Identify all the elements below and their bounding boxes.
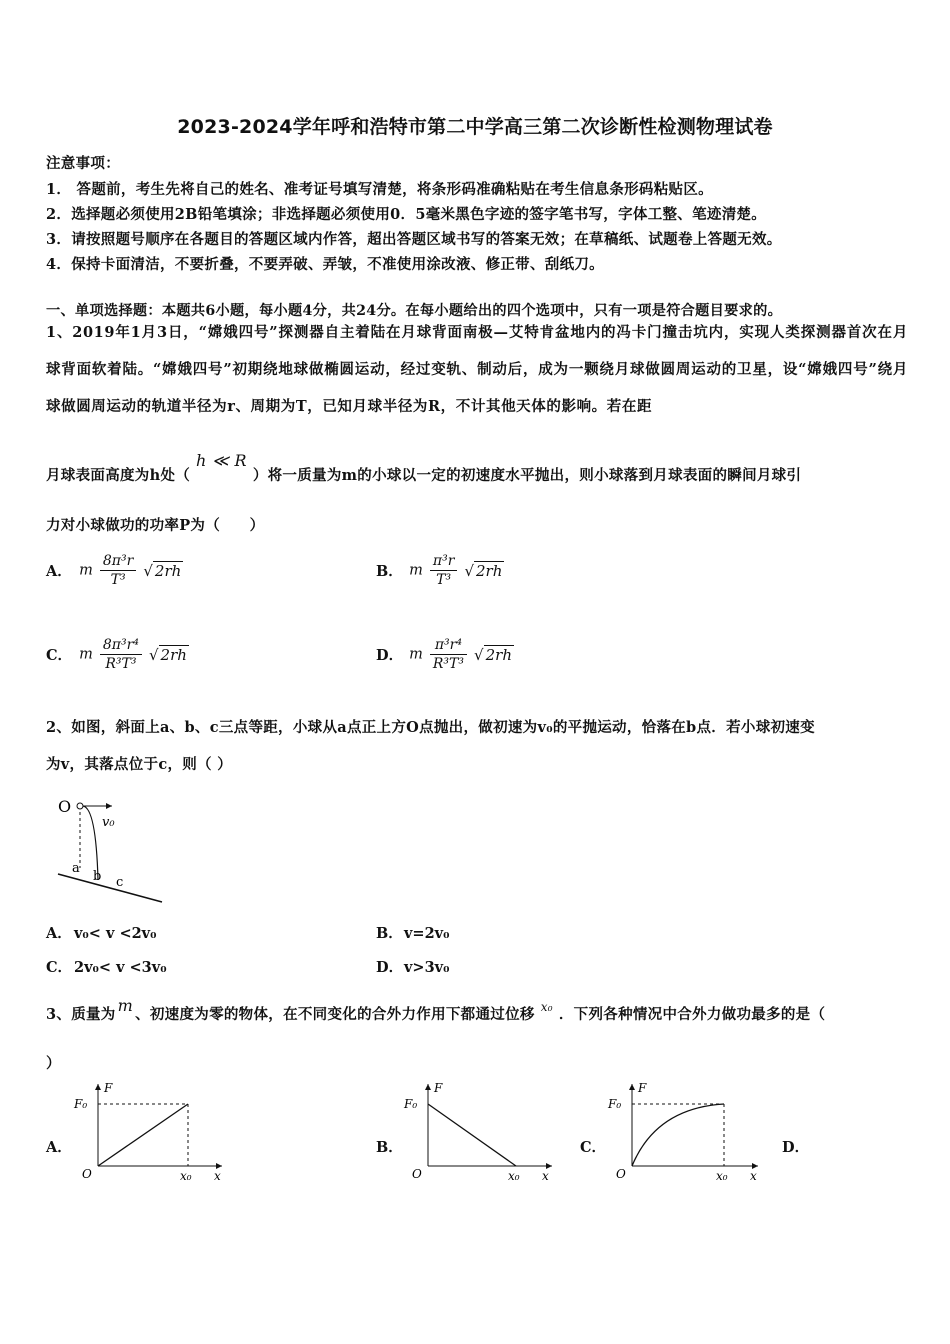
y-axis-arrow — [95, 1084, 101, 1090]
axis-f-label: F — [104, 1081, 113, 1095]
q3-option-a[interactable] — [46, 1136, 72, 1157]
x0-label: x₀ — [180, 1169, 192, 1183]
notice-item-1: 1． 答题前，考生先将自己的姓名、准考证号填写清楚，将条形码准确粘贴在考生信息条形码粘贴区。 — [46, 181, 713, 198]
axis-x-label: x — [214, 1169, 221, 1183]
q1-option-d-root: 2rh — [485, 645, 512, 664]
axis-f-label: F — [638, 1081, 647, 1095]
q1-option-b-fraction — [430, 552, 458, 589]
q2-option-d[interactable] — [376, 956, 449, 977]
q1-option-d-fraction — [430, 636, 467, 673]
x0-label: x₀ — [716, 1169, 728, 1183]
q1-option-c-m: m — [79, 646, 93, 663]
q1-line2-part1: 月球表面高度为h处（ — [46, 467, 191, 484]
q3-mass-symbol: m — [117, 996, 134, 1015]
q3-option-b[interactable] — [376, 1136, 403, 1157]
q3-graph-b — [402, 1078, 562, 1186]
q1-option-c-sqrt: √ 2rh — [148, 645, 187, 664]
origin-label: O — [82, 1167, 92, 1181]
origin-label: O — [412, 1167, 422, 1181]
q2-option-b[interactable] — [376, 922, 449, 943]
q2-option-c-label: C． — [46, 959, 73, 976]
question-1-line3: 力对小球做功的功率P为（ ） — [46, 517, 265, 534]
y-axis-arrow — [629, 1084, 635, 1090]
notice-item-2: 2．选择题必须使用2B铅笔填涂；非选择题必须使用0．5毫米黑色字迹的签字笔书写，字体工整、笔迹清楚。 — [46, 206, 767, 223]
q2-option-d-label: D． — [376, 959, 404, 976]
q1-option-c-fraction — [100, 636, 142, 673]
axis-f-label: F — [434, 1081, 443, 1095]
q2-option-a[interactable] — [46, 922, 156, 943]
notice-item-3: 3．请按照题号顺序在各题目的答题区域内作答，超出答题区域书写的答案无效；在草稿纸、试题卷上答题无效。 — [46, 231, 782, 248]
question-2-line1: 2、如图，斜面上a、b、c三点等距，小球从a点正上方O点抛出，做初速为v₀的平抛运动，恰落在b点．若小球初速变 — [46, 719, 815, 736]
q2-option-c[interactable] — [46, 956, 167, 977]
q1-option-d-sqrt: √ 2rh — [474, 645, 512, 664]
q3-option-c-label: C． — [580, 1139, 607, 1156]
q1-option-a-label: A． — [46, 563, 72, 580]
q2-option-b-text: v=2v₀ — [404, 925, 450, 942]
q1-option-b-m: m — [409, 562, 423, 579]
q3-option-c[interactable] — [580, 1136, 606, 1157]
f0-label: F₀ — [404, 1097, 418, 1111]
q1-option-a-den: T³ — [110, 572, 126, 588]
q1-option-b[interactable] — [376, 552, 504, 589]
axis-x-label: x — [750, 1169, 757, 1183]
axis-x-label: x — [542, 1169, 549, 1183]
q1-option-a-m: m — [79, 562, 93, 579]
velocity-arrowhead — [106, 803, 112, 809]
question-1-line2 — [46, 451, 802, 485]
x0-label: x₀ — [508, 1169, 520, 1183]
question-2-line2: 为v，其落点位于c，则（ ） — [46, 756, 233, 773]
incline-line — [58, 874, 162, 902]
q1-option-d-label: D． — [376, 647, 404, 664]
q1-option-b-num: π³r — [430, 552, 458, 571]
section-heading: 一、单项选择题：本题共6小题，每小题4分，共24分。在每小题给出的四个选项中，只有一项是符合题目要求的。 — [46, 303, 783, 319]
q1-option-b-den: T³ — [436, 572, 452, 588]
origin-label: O — [616, 1167, 626, 1181]
q1-condition: h ≪ R — [196, 451, 247, 470]
q1-option-d-den: R³T³ — [432, 656, 464, 672]
q2-option-a-text: v₀< v <2v₀ — [74, 925, 157, 942]
q2-option-a-label: A． — [46, 925, 72, 942]
q1-option-d-m: m — [409, 646, 423, 663]
q3-option-b-label: B． — [376, 1139, 403, 1156]
f0-label: F₀ — [608, 1097, 622, 1111]
q1-option-a-fraction — [100, 552, 136, 589]
force-curve-concave — [632, 1104, 724, 1166]
launch-point-o — [77, 803, 83, 809]
question-3-line1 — [46, 996, 826, 1024]
q1-option-c-label: C． — [46, 647, 73, 664]
label-a: a — [72, 861, 80, 876]
q3-part2: 、初速度为零的物体，在不同变化的合外力作用下都通过位移 — [135, 1006, 535, 1023]
q3-option-a-label: A． — [46, 1139, 72, 1156]
label-o: O — [58, 797, 72, 816]
q1-option-a-root: 2rh — [154, 561, 182, 580]
q1-option-c-root: 2rh — [160, 645, 187, 664]
y-axis-arrow — [425, 1084, 431, 1090]
q3-part1: 3、质量为 — [46, 1006, 116, 1023]
q3-part3: ．下列各种情况中合外力做功最多的是（ — [558, 1006, 826, 1023]
label-c: c — [116, 875, 124, 890]
q1-option-b-root: 2rh — [476, 561, 503, 580]
q1-option-a-sqrt: √ 2rh — [143, 561, 182, 580]
label-b: b — [93, 869, 102, 884]
q1-option-d-num: π³r⁴ — [430, 636, 467, 655]
q1-option-c-den: R³T³ — [105, 656, 137, 672]
q3-graph-a — [72, 1078, 232, 1186]
question-1-text: 1、2019年1月3日，“嫦娥四号”探测器自主着陆在月球背面南极—艾特肯盆地内的冯卡门撞击坑内，实现人类探测器首次在月球背面软着陆。“嫦娥四号”初期绕地球做椭圆运动，经过变轨、制动后，成为一颗绕月球做圆周运动的卫星，设“嫦娥四号”绕月球做圆周运动的轨道半径为r、周期为T，已知月球半径为R，不计其他天体的影响。若在距 — [46, 324, 908, 415]
q1-option-b-label: B． — [376, 563, 403, 580]
q1-option-c-num: 8π³r⁴ — [100, 636, 142, 655]
q3-option-d-label: D． — [782, 1139, 810, 1156]
q3-displacement-symbol: x₀ — [540, 1000, 553, 1014]
q1-option-b-sqrt: √ 2rh — [464, 561, 503, 580]
q2-option-d-text: v>3v₀ — [404, 959, 450, 976]
f0-label: F₀ — [74, 1097, 88, 1111]
notice-heading: 注意事项： — [46, 155, 120, 172]
label-v0: v₀ — [102, 815, 115, 830]
force-line-decreasing — [428, 1104, 516, 1166]
q1-option-d[interactable] — [376, 636, 514, 673]
question-3-line2: ） — [46, 1055, 61, 1072]
q1-option-a-num: 8π³r — [100, 552, 136, 571]
notice-item-4: 4．保持卡面清洁，不要折叠，不要弄破、弄皱，不准使用涂改液、修正带、刮纸刀。 — [46, 256, 604, 273]
q2-option-c-text: 2v₀< v <3v₀ — [74, 959, 167, 976]
q2-option-b-label: B． — [376, 925, 403, 942]
q3-option-d[interactable] — [782, 1136, 809, 1157]
force-line-increasing — [98, 1104, 188, 1166]
page-title: 2023-2024学年呼和浩特市第二中学高三第二次诊断性检测物理试卷 — [177, 116, 773, 138]
q1-line2-part2: ）将一质量为m的小球以一定的初速度水平抛出，则小球落到月球表面的瞬间月球引 — [252, 467, 802, 484]
q2-figure-incline — [52, 796, 172, 908]
q1-option-c[interactable] — [46, 636, 189, 673]
q3-graph-c — [606, 1078, 766, 1186]
q1-option-a[interactable] — [46, 552, 183, 589]
